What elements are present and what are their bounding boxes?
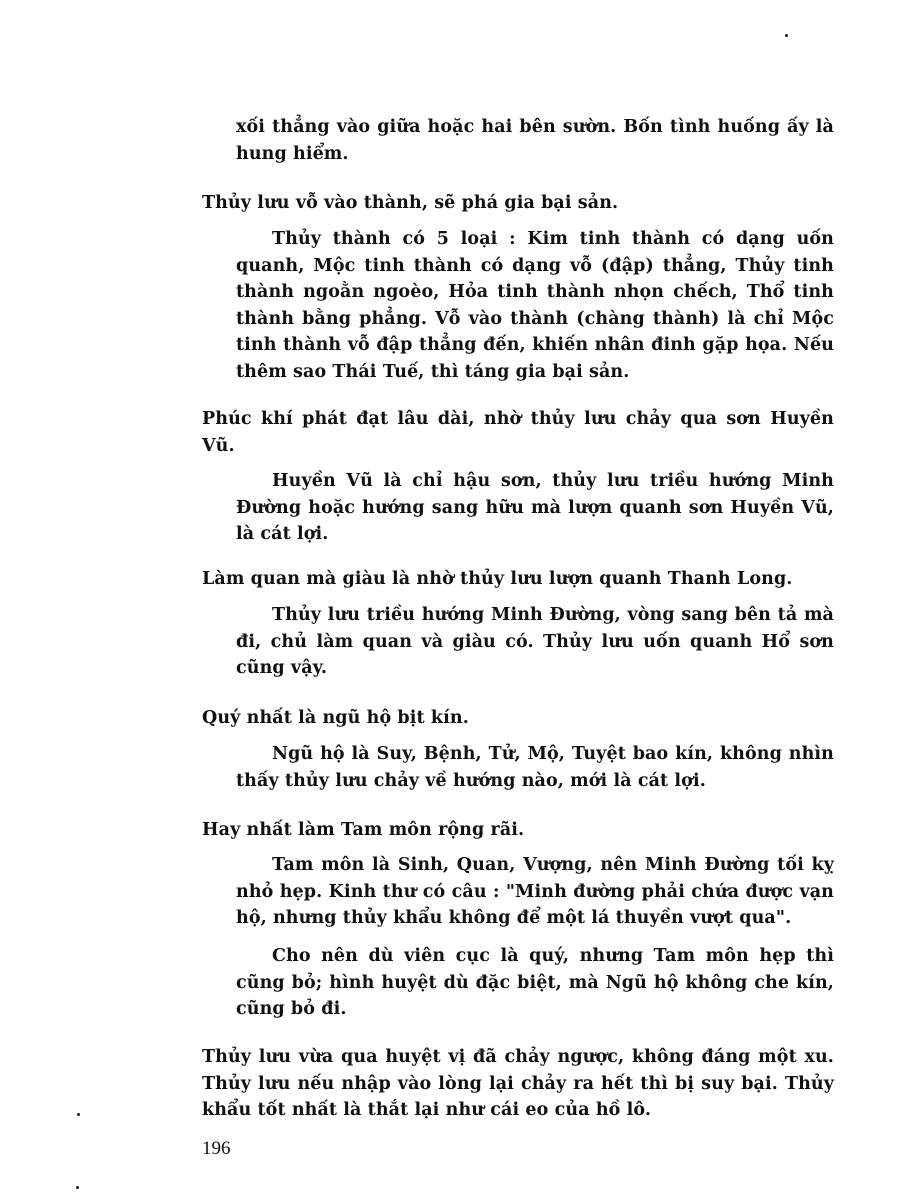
paragraph-explanation: Huyền Vũ là chỉ hậu sơn, thủy lưu triều hướng Minh Đường hoặc hướng sang hữu mà lượn quanh sơn Huyền Vũ, là cát lợi. xyxy=(236,471,834,544)
paragraph-explanation: xối thẳng vào giữa hoặc hai bên sườn. Bốn tình huống ấy là hung hiểm. xyxy=(236,117,834,164)
scan-speck xyxy=(77,1113,80,1116)
paragraph-explanation: Thủy lưu triều hướng Minh Đường, vòng sang bên tả mà đi, chủ làm quan và giàu có. Thủy lưu uốn quanh Hổ sơn cũng vậy. xyxy=(236,605,834,678)
paragraph-maxim: Quý nhất là ngũ hộ bịt kín. xyxy=(202,708,469,728)
paragraph-maxim: Làm quan mà giàu là nhờ thủy lưu lượn quanh Thanh Long. xyxy=(202,569,793,589)
paragraph-maxim: Phúc khí phát đạt lâu dài, nhờ thủy lưu chảy qua sơn Huyền Vũ. xyxy=(202,409,834,456)
paragraph-explanation: Cho nên dù viên cục là quý, nhưng Tam môn hẹp thì cũng bỏ; hình huyệt dù đặc biệt, mà Ngũ hộ không che kín, cũng bỏ đi. xyxy=(236,946,834,1019)
paragraph-explanation: Ngũ hộ là Suy, Bệnh, Tử, Mộ, Tuyệt bao kín, không nhìn thấy thủy lưu chảy về hướng nào, mới là cát lợi. xyxy=(236,744,834,791)
paragraph-explanation: Thủy thành có 5 loại : Kim tinh thành có dạng uốn quanh, Mộc tinh thành có dạng vỗ (đập) thẳng, Thủy tinh thành ngoằn ngoèo, Hỏa tinh thành nhọn chếch, Thổ tinh thành bằng phẳng. Vỗ vào thành (chàng thành) là chỉ Mộc tinh thành vỗ đập thẳng đến, khiến nhân đinh gặp họa. Nếu thêm sao Thái Tuế, thì táng gia bại sản. xyxy=(236,229,834,382)
paragraph-maxim: Hay nhất làm Tam môn rộng rãi. xyxy=(202,820,525,840)
scan-speck xyxy=(76,1186,79,1189)
scan-speck xyxy=(785,34,788,37)
paragraph-maxim: Thủy lưu vừa qua huyệt vị đã chảy ngược, không đáng một xu. Thủy lưu nếu nhập vào lòng lại chảy ra hết thì bị suy bại. Thủy khẩu tốt nhất là thắt lại như cái eo của hồ lô. xyxy=(202,1047,834,1120)
paragraph-explanation: Tam môn là Sinh, Quan, Vượng, nên Minh Đường tối kỵ nhỏ hẹp. Kinh thư có câu : "Minh đường phải chứa được vạn hộ, nhưng thủy khẩu không để một lá thuyền vượt qua". xyxy=(236,855,834,928)
paragraph-maxim: Thủy lưu vỗ vào thành, sẽ phá gia bại sản. xyxy=(202,193,619,213)
page-number: 196 xyxy=(202,1138,231,1159)
